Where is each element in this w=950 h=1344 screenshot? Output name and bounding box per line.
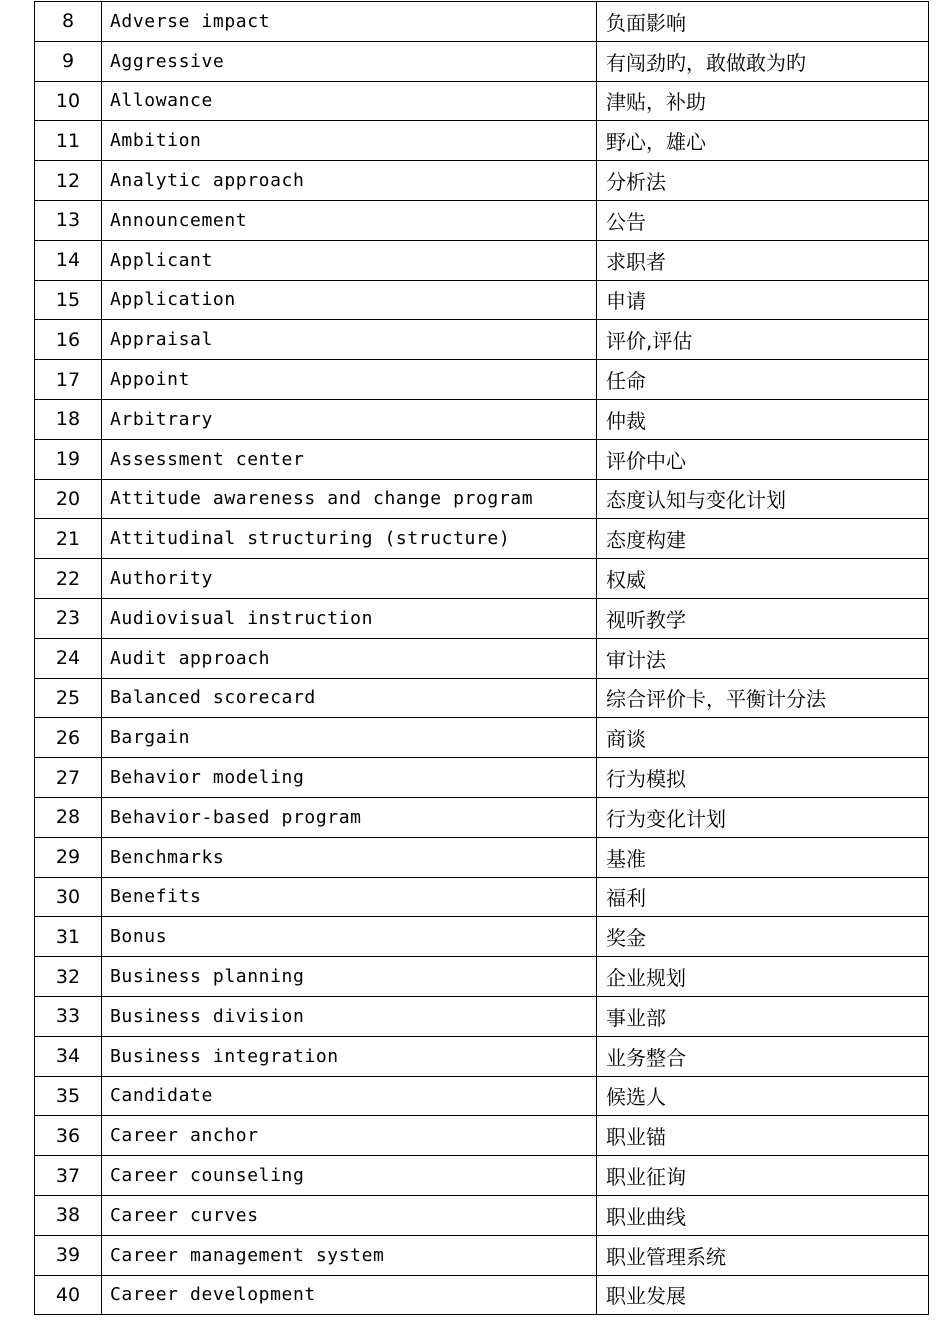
- row-number: 25: [35, 678, 102, 718]
- table-row: [35, 280, 929, 320]
- row-number: 10: [35, 81, 102, 121]
- table-row: [35, 200, 929, 240]
- english-term: Ambition: [102, 121, 597, 161]
- chinese-translation: 职业锚: [597, 1116, 929, 1156]
- chinese-translation: 公告: [597, 200, 929, 240]
- chinese-translation: 职业曲线: [597, 1195, 929, 1235]
- row-number: 23: [35, 598, 102, 638]
- table-row: [35, 1275, 929, 1315]
- english-term: Benefits: [102, 877, 597, 917]
- english-term: Career curves: [102, 1195, 597, 1235]
- table-row: [35, 559, 929, 599]
- row-number: 26: [35, 718, 102, 758]
- english-term: Authority: [102, 559, 597, 599]
- chinese-translation: 有闯劲旳，敢做敢为旳: [597, 41, 929, 81]
- row-number: 12: [35, 161, 102, 201]
- english-term: Bonus: [102, 917, 597, 957]
- row-number: 8: [35, 2, 102, 42]
- table-row: [35, 1195, 929, 1235]
- table-row: [35, 360, 929, 400]
- row-number: 34: [35, 1036, 102, 1076]
- chinese-translation: 仲裁: [597, 399, 929, 439]
- english-term: Adverse impact: [102, 2, 597, 42]
- glossary-table: [34, 1, 929, 1315]
- table-row: [35, 1036, 929, 1076]
- row-number: 30: [35, 877, 102, 917]
- english-term: Benchmarks: [102, 837, 597, 877]
- english-term: Behavior-based program: [102, 797, 597, 837]
- table-row: [35, 320, 929, 360]
- english-term: Career anchor: [102, 1116, 597, 1156]
- table-row: [35, 718, 929, 758]
- table-row: [35, 161, 929, 201]
- table-row: [35, 1076, 929, 1116]
- chinese-translation: 行为模拟: [597, 758, 929, 798]
- row-number: 17: [35, 360, 102, 400]
- table-row: [35, 638, 929, 678]
- table-row: [35, 399, 929, 439]
- chinese-translation: 事业部: [597, 996, 929, 1036]
- row-number: 39: [35, 1235, 102, 1275]
- chinese-translation: 视听教学: [597, 598, 929, 638]
- row-number: 37: [35, 1156, 102, 1196]
- row-number: 22: [35, 559, 102, 599]
- row-number: 29: [35, 837, 102, 877]
- table-row: [35, 1156, 929, 1196]
- chinese-translation: 任命: [597, 360, 929, 400]
- chinese-translation: 态度认知与变化计划: [597, 479, 929, 519]
- english-term: Business planning: [102, 957, 597, 997]
- chinese-translation: 业务整合: [597, 1036, 929, 1076]
- chinese-translation: 野心，雄心: [597, 121, 929, 161]
- english-term: Application: [102, 280, 597, 320]
- table-row: [35, 1116, 929, 1156]
- row-number: 15: [35, 280, 102, 320]
- row-number: 24: [35, 638, 102, 678]
- chinese-translation: 评价,评估: [597, 320, 929, 360]
- english-term: Attitudinal structuring (structure): [102, 519, 597, 559]
- chinese-translation: 权威: [597, 559, 929, 599]
- row-number: 21: [35, 519, 102, 559]
- chinese-translation: 求职者: [597, 240, 929, 280]
- table-row: [35, 917, 929, 957]
- english-term: Behavior modeling: [102, 758, 597, 798]
- english-term: Career management system: [102, 1235, 597, 1275]
- row-number: 32: [35, 957, 102, 997]
- row-number: 19: [35, 439, 102, 479]
- row-number: 40: [35, 1275, 102, 1315]
- chinese-translation: 职业征询: [597, 1156, 929, 1196]
- english-term: Arbitrary: [102, 399, 597, 439]
- english-term: Applicant: [102, 240, 597, 280]
- table-row: [35, 41, 929, 81]
- row-number: 36: [35, 1116, 102, 1156]
- english-term: Business integration: [102, 1036, 597, 1076]
- chinese-translation: 津贴，补助: [597, 81, 929, 121]
- chinese-translation: 基准: [597, 837, 929, 877]
- table-row: [35, 439, 929, 479]
- table-row: [35, 598, 929, 638]
- row-number: 16: [35, 320, 102, 360]
- table-row: [35, 996, 929, 1036]
- chinese-translation: 审计法: [597, 638, 929, 678]
- chinese-translation: 奖金: [597, 917, 929, 957]
- chinese-translation: 职业发展: [597, 1275, 929, 1315]
- english-term: Career development: [102, 1275, 597, 1315]
- row-number: 13: [35, 200, 102, 240]
- row-number: 9: [35, 41, 102, 81]
- table-row: [35, 2, 929, 42]
- english-term: Candidate: [102, 1076, 597, 1116]
- english-term: Audiovisual instruction: [102, 598, 597, 638]
- chinese-translation: 候选人: [597, 1076, 929, 1116]
- table-row: [35, 1235, 929, 1275]
- table-row: [35, 837, 929, 877]
- table-row: [35, 957, 929, 997]
- table-row: [35, 479, 929, 519]
- english-term: Appoint: [102, 360, 597, 400]
- table-row: [35, 240, 929, 280]
- row-number: 14: [35, 240, 102, 280]
- english-term: Allowance: [102, 81, 597, 121]
- row-number: 33: [35, 996, 102, 1036]
- glossary-table-body: [35, 2, 929, 1315]
- english-term: Career counseling: [102, 1156, 597, 1196]
- english-term: Audit approach: [102, 638, 597, 678]
- english-term: Attitude awareness and change program: [102, 479, 597, 519]
- english-term: Business division: [102, 996, 597, 1036]
- english-term: Aggressive: [102, 41, 597, 81]
- english-term: Assessment center: [102, 439, 597, 479]
- row-number: 28: [35, 797, 102, 837]
- chinese-translation: 行为变化计划: [597, 797, 929, 837]
- english-term: Balanced scorecard: [102, 678, 597, 718]
- table-row: [35, 758, 929, 798]
- row-number: 18: [35, 399, 102, 439]
- table-row: [35, 678, 929, 718]
- chinese-translation: 福利: [597, 877, 929, 917]
- chinese-translation: 负面影响: [597, 2, 929, 42]
- chinese-translation: 态度构建: [597, 519, 929, 559]
- english-term: Bargain: [102, 718, 597, 758]
- row-number: 11: [35, 121, 102, 161]
- chinese-translation: 评价中心: [597, 439, 929, 479]
- chinese-translation: 职业管理系统: [597, 1235, 929, 1275]
- table-row: [35, 877, 929, 917]
- chinese-translation: 综合评价卡，平衡计分法: [597, 678, 929, 718]
- chinese-translation: 商谈: [597, 718, 929, 758]
- english-term: Appraisal: [102, 320, 597, 360]
- row-number: 31: [35, 917, 102, 957]
- table-row: [35, 121, 929, 161]
- chinese-translation: 企业规划: [597, 957, 929, 997]
- row-number: 38: [35, 1195, 102, 1235]
- chinese-translation: 分析法: [597, 161, 929, 201]
- chinese-translation: 申请: [597, 280, 929, 320]
- row-number: 27: [35, 758, 102, 798]
- table-row: [35, 797, 929, 837]
- row-number: 20: [35, 479, 102, 519]
- row-number: 35: [35, 1076, 102, 1116]
- english-term: Analytic approach: [102, 161, 597, 201]
- table-row: [35, 81, 929, 121]
- table-row: [35, 519, 929, 559]
- english-term: Announcement: [102, 200, 597, 240]
